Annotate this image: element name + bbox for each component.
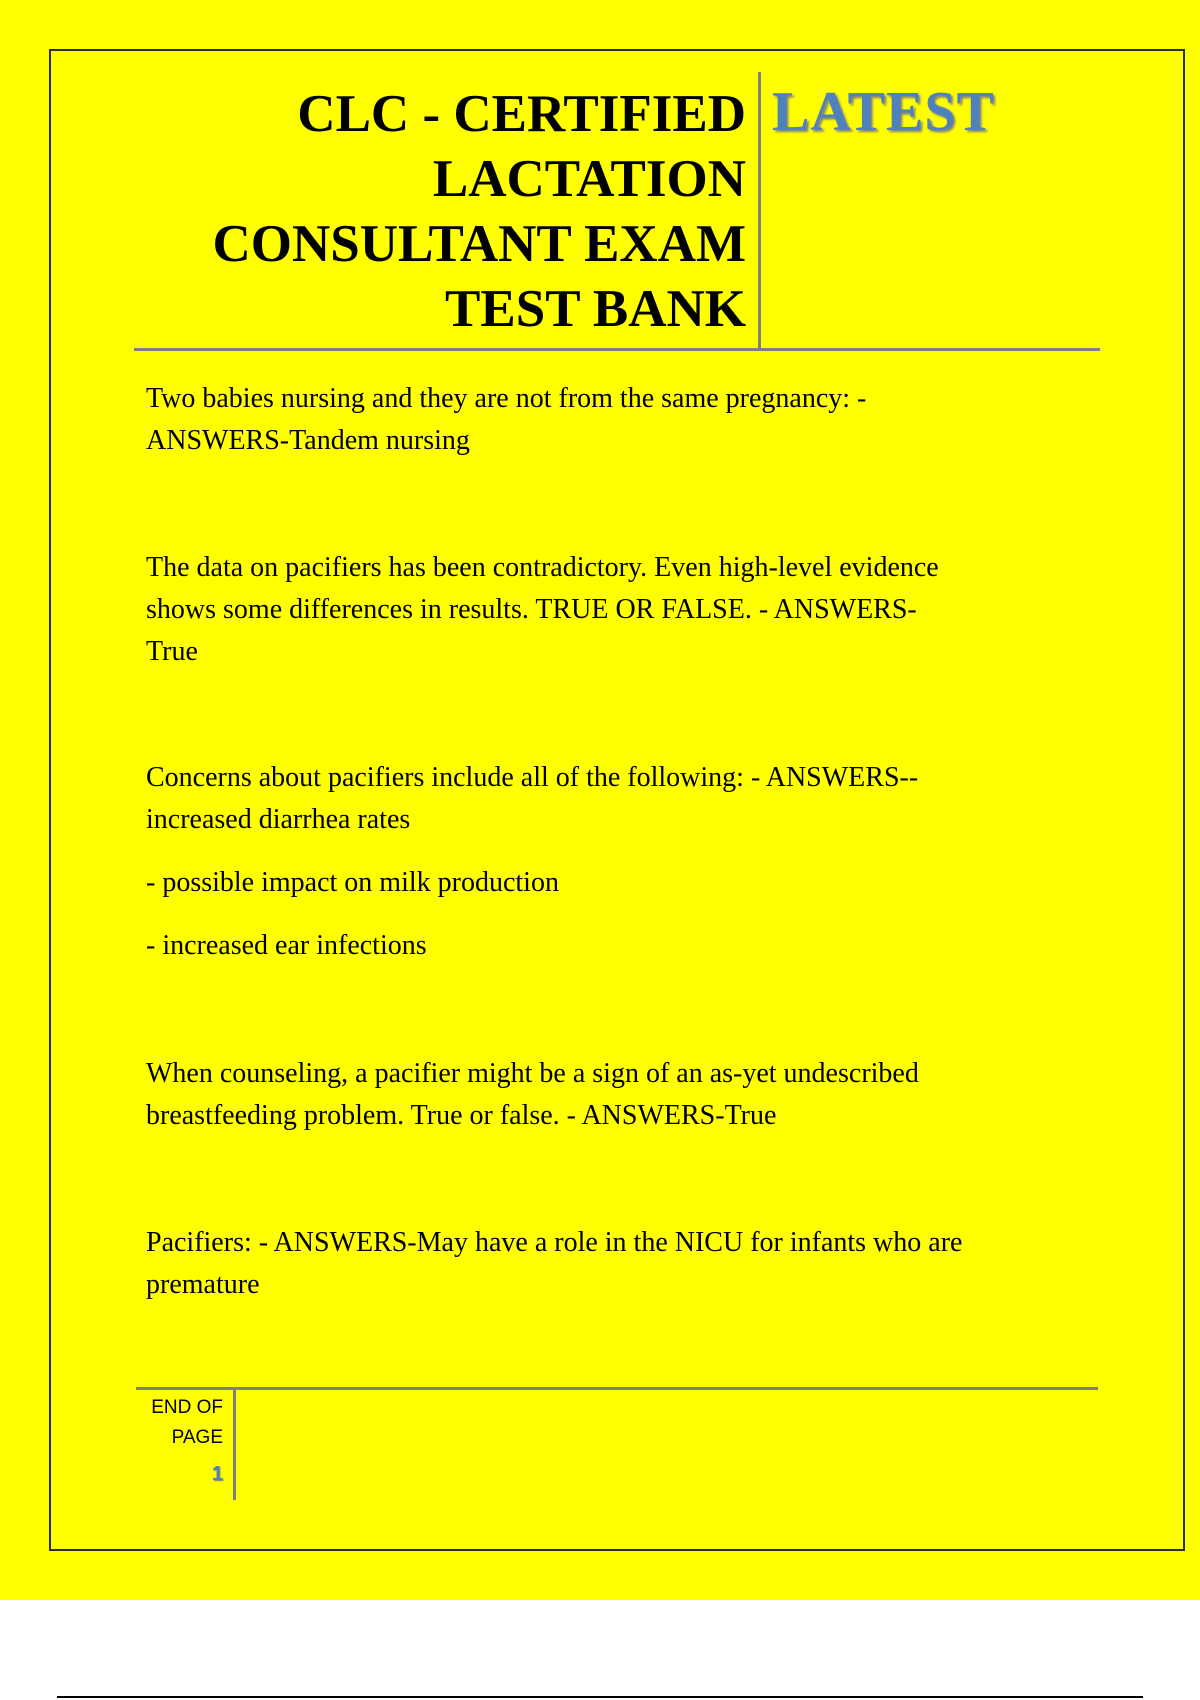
question-text: When counseling, a pacifier might be a sign of an as-yet undescribed <box>146 1058 919 1089</box>
document-title <box>212 82 746 342</box>
title-line: TEST BANK <box>445 280 746 338</box>
question-text: breastfeeding problem. True or false. - ANSWERS-True <box>146 1100 777 1131</box>
question-text: premature <box>146 1269 260 1300</box>
footer-divider <box>136 1387 1098 1390</box>
title-block <box>134 72 761 350</box>
page-number: 1 <box>211 1463 223 1485</box>
question-text: Pacifiers: - ANSWERS-May have a role in the NICU for infants who are <box>146 1227 963 1258</box>
question-text: Concerns about pacifiers include all of the following: - ANSWERS-- <box>146 762 919 793</box>
question-item <box>146 1053 1096 1137</box>
title-divider <box>134 348 1100 351</box>
question-text: shows some differences in results. TRUE OR FALSE. - ANSWERS- <box>146 594 917 625</box>
next-page-rule <box>57 1696 1143 1698</box>
question-item <box>146 1222 1096 1306</box>
title-line: LACTATION <box>432 150 746 208</box>
question-item <box>146 378 1096 462</box>
answer-bullet: - possible impact on milk production <box>146 867 559 898</box>
end-of-page-label <box>151 1393 223 1453</box>
answer-bullet: - increased ear infections <box>146 930 427 961</box>
end-label-line: END OF <box>151 1397 223 1418</box>
end-label-line: PAGE <box>171 1427 223 1448</box>
question-text: ANSWERS-Tandem nursing <box>146 425 470 456</box>
title-line: CONSULTANT EXAM <box>212 215 746 273</box>
title-line: CLC - CERTIFIED <box>297 85 746 143</box>
latest-badge: LATEST <box>772 81 995 143</box>
question-text: True <box>146 636 198 667</box>
page-footer <box>136 1390 236 1500</box>
question-item <box>146 757 1096 967</box>
question-text: increased diarrhea rates <box>146 804 411 835</box>
question-item <box>146 547 1096 673</box>
question-text: The data on pacifiers has been contradictory. Even high-level evidence <box>146 552 939 583</box>
question-text: Two babies nursing and they are not from the same pregnancy: - <box>146 383 867 414</box>
